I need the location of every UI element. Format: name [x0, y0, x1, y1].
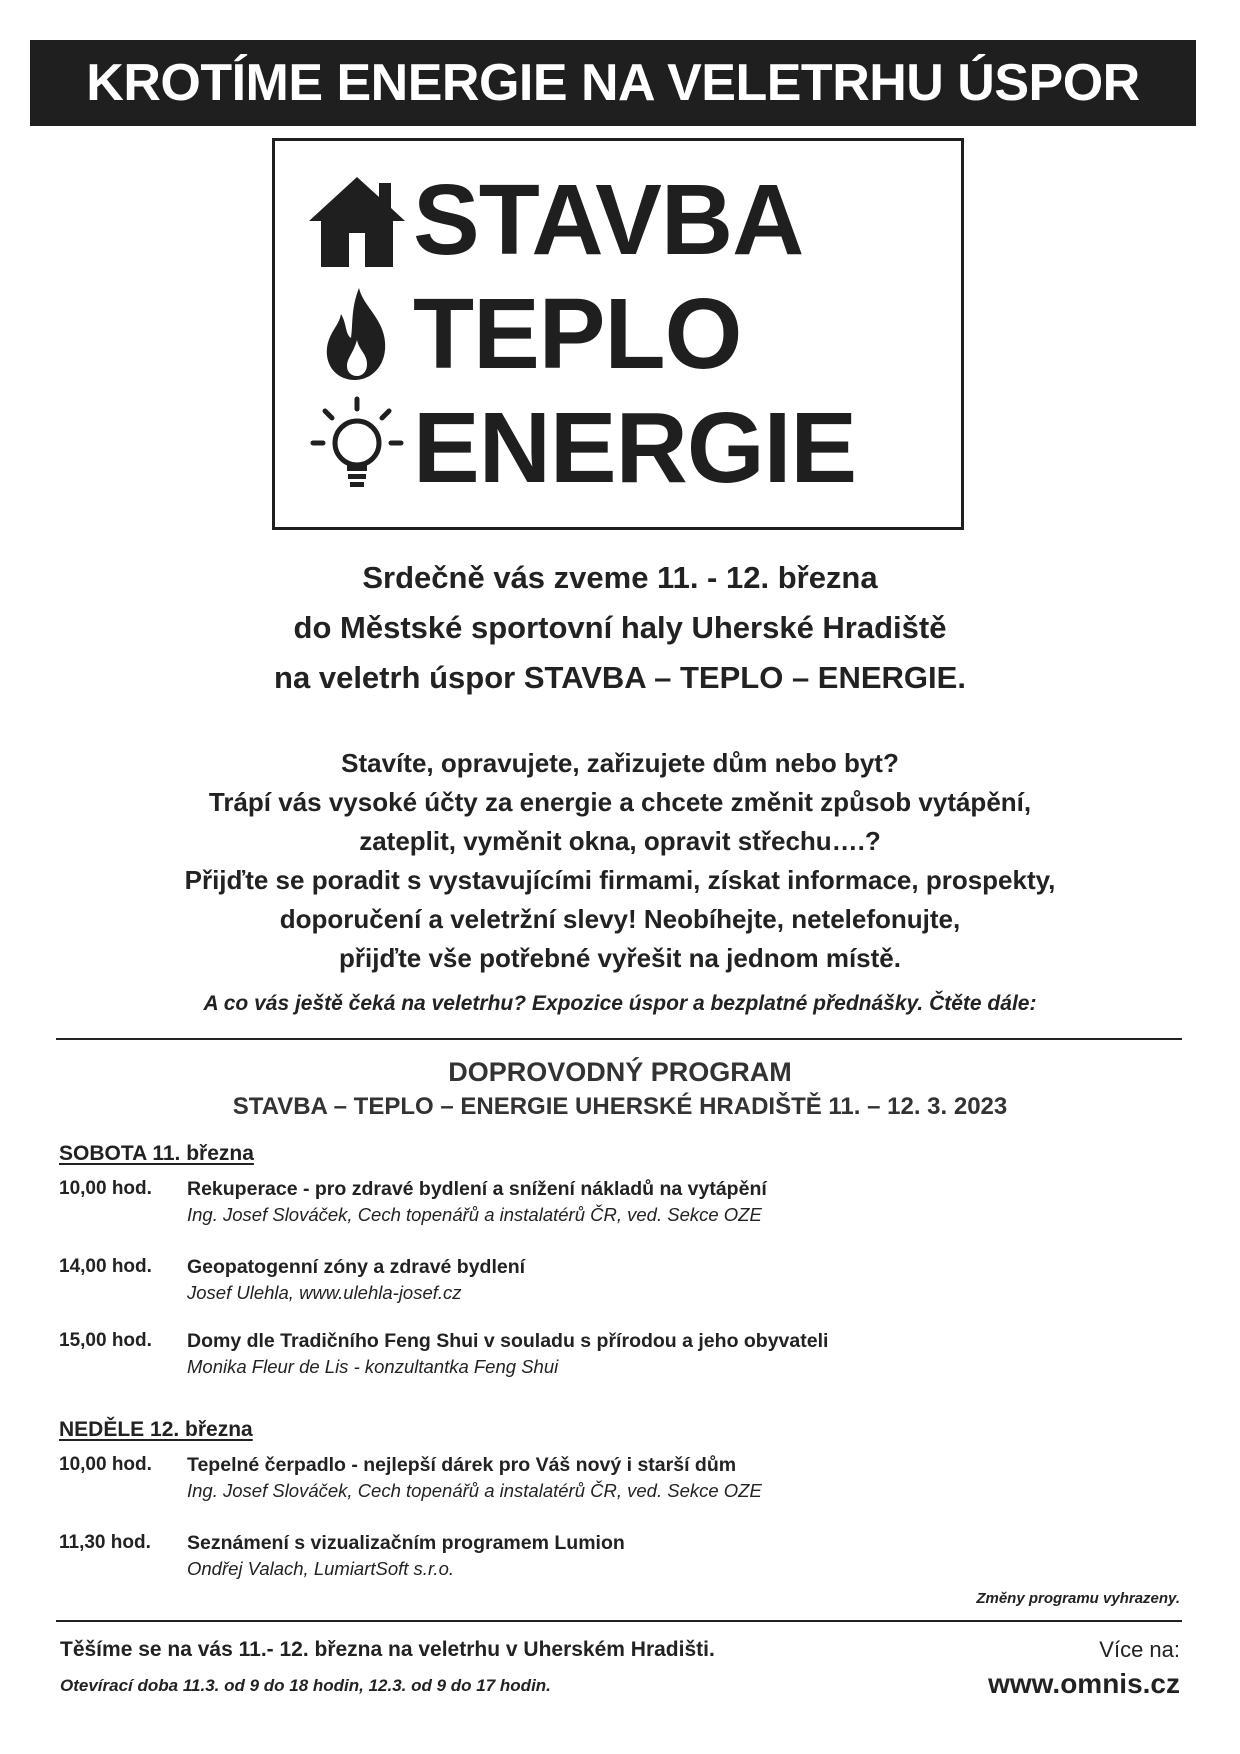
opening-hours: Otevírací doba 11.3. od 9 do 18 hodin, 12.3. od 9 do 17 hodin.	[60, 1676, 551, 1695]
event-logo	[272, 138, 964, 530]
event-time: 10,00 hod.	[59, 1454, 152, 1475]
event-title: Domy dle Tradičního Feng Shui v souladu s přírodou a jeho obyvateli	[187, 1330, 829, 1352]
logo-word: TEPLO	[413, 278, 742, 390]
invitation-text	[0, 553, 1240, 703]
event-speaker: Josef Ulehla, www.ulehla-josef.cz	[187, 1282, 462, 1303]
intro-paragraph	[0, 744, 1240, 978]
intro-line: Stavíte, opravujete, zařizujete dům nebo byt?	[341, 748, 899, 778]
event-time: 10,00 hod.	[59, 1178, 152, 1199]
event-time: 14,00 hod.	[59, 1256, 152, 1277]
teaser-text: A co vás ještě čeká na veletrhu? Expozice úspor a bezplatné přednášky. Čtěte dále:	[203, 992, 1037, 1015]
program-subtitle: STAVBA – TEPLO – ENERGIE UHERSKÉ HRADIŠTĚ 11. – 12. 3. 2023	[232, 1093, 1008, 1120]
intro-line: doporučení a veletržní slevy! Neobíhejte, netelefonujte,	[279, 904, 961, 934]
event-title: Seznámení s vizualizačním programem Lumion	[187, 1532, 625, 1554]
logo-line-teplo	[307, 279, 741, 389]
lightbulb-icon	[307, 393, 407, 503]
event-speaker: Ing. Josef Slováček, Cech topenářů a instalatérů ČR, ved. Sekce OZE	[187, 1480, 762, 1501]
divider	[56, 1620, 1182, 1622]
invitation-line: na veletrh úspor STAVBA – TEPLO – ENERGIE.	[274, 660, 966, 695]
day-heading: SOBOTA 11. března	[59, 1142, 254, 1165]
logo-word: ENERGIE	[413, 392, 857, 504]
footer-message: Těšíme se na vás 11.- 12. března na veletrhu v Uherském Hradišti.	[60, 1638, 715, 1661]
flame-icon	[307, 284, 407, 384]
event-title: Geopatogenní zóny a zdravé bydlení	[187, 1256, 526, 1278]
event-time: 15,00 hod.	[59, 1330, 152, 1351]
logo-line-energie	[307, 393, 856, 503]
event-speaker: Ing. Josef Slováček, Cech topenářů a instalatérů ČR, ved. Sekce OZE	[187, 1204, 762, 1225]
intro-line: Trápí vás vysoké účty za energie a chcete změnit způsob vytápění,	[208, 787, 1032, 817]
divider	[56, 1038, 1182, 1040]
logo-word: STAVBA	[413, 164, 804, 276]
website-link[interactable]: www.omnis.cz	[988, 1668, 1180, 1699]
event-time: 11,30 hod.	[59, 1532, 151, 1553]
header-banner	[30, 40, 1196, 126]
invitation-line: do Městské sportovní haly Uherské Hradiště	[293, 610, 947, 645]
event-speaker: Ondřej Valach, LumiartSoft s.r.o.	[187, 1558, 454, 1579]
intro-line: Přijďte se poradit s vystavujícími firmami, získat informace, prospekty,	[184, 865, 1056, 895]
invitation-line: Srdečně vás zveme 11. - 12. března	[362, 560, 878, 595]
program-title: DOPROVODNÝ PROGRAM	[448, 1057, 792, 1087]
page-title: KROTÍME ENERGIE NA VELETRHU ÚSPOR	[86, 54, 1140, 112]
event-title: Tepelné čerpadlo - nejlepší dárek pro Váš nový i starší dům	[187, 1454, 737, 1476]
more-info-label: Více na:	[1099, 1637, 1180, 1662]
event-speaker: Monika Fleur de Lis - konzultantka Feng Shui	[187, 1356, 559, 1377]
changes-note: Změny programu vyhrazeny.	[976, 1590, 1180, 1607]
logo-line-stavba	[307, 165, 803, 275]
day-heading: NEDĚLE 12. března	[59, 1418, 253, 1441]
event-title: Rekuperace - pro zdravé bydlení a snížení nákladů na vytápění	[187, 1178, 767, 1200]
intro-line: zateplit, vyměnit okna, opravit střechu….?	[359, 826, 881, 856]
intro-line: přijďte vše potřebné vyřešit na jednom místě.	[339, 943, 901, 973]
house-icon	[307, 171, 407, 269]
